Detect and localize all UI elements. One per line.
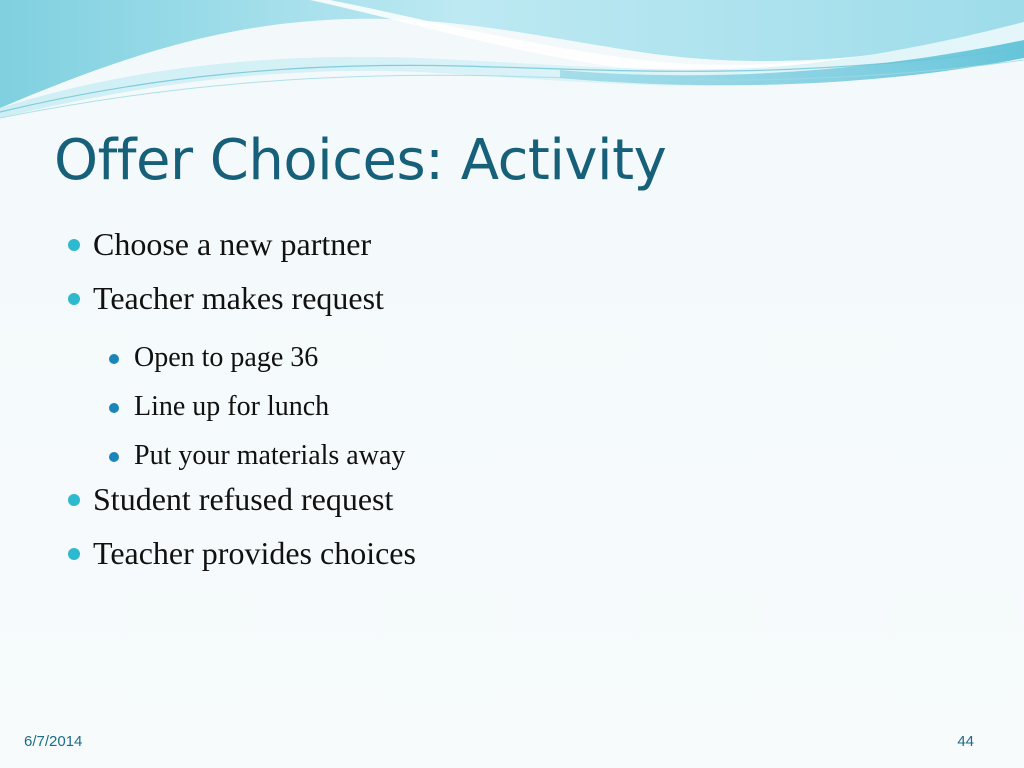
bullet-dot-icon (68, 239, 80, 251)
bullet-dot-icon (68, 548, 80, 560)
slide-title: Offer Choices: Activity (54, 128, 667, 193)
bullet-item (60, 222, 416, 276)
bullet-text: Teacher provides choices (93, 535, 416, 571)
sub-bullet-item (60, 379, 416, 428)
bullet-text: Teacher makes request (93, 280, 384, 316)
sub-bullet-item (60, 428, 416, 477)
sub-bullet-text: Put your materials away (134, 440, 406, 471)
sub-bullet-text: Line up for lunch (134, 391, 330, 422)
sub-bullet-dot-icon (109, 354, 119, 364)
header-wave-decoration (0, 0, 1024, 130)
bullet-item (60, 477, 416, 531)
bullet-dot-icon (68, 293, 80, 305)
bullet-item (60, 276, 416, 330)
sub-bullet-dot-icon (109, 403, 119, 413)
bullet-list (60, 222, 416, 585)
bullet-text: Student refused request (93, 481, 394, 517)
bullet-item (60, 531, 416, 585)
sub-bullet-text: Open to page 36 (134, 342, 319, 373)
slide-number: 44 (957, 733, 974, 750)
sub-bullet-item (60, 330, 416, 379)
footer-date: 6/7/2014 (24, 733, 83, 750)
bullet-dot-icon (68, 494, 80, 506)
bullet-text: Choose a new partner (93, 226, 372, 262)
sub-bullet-dot-icon (109, 452, 119, 462)
